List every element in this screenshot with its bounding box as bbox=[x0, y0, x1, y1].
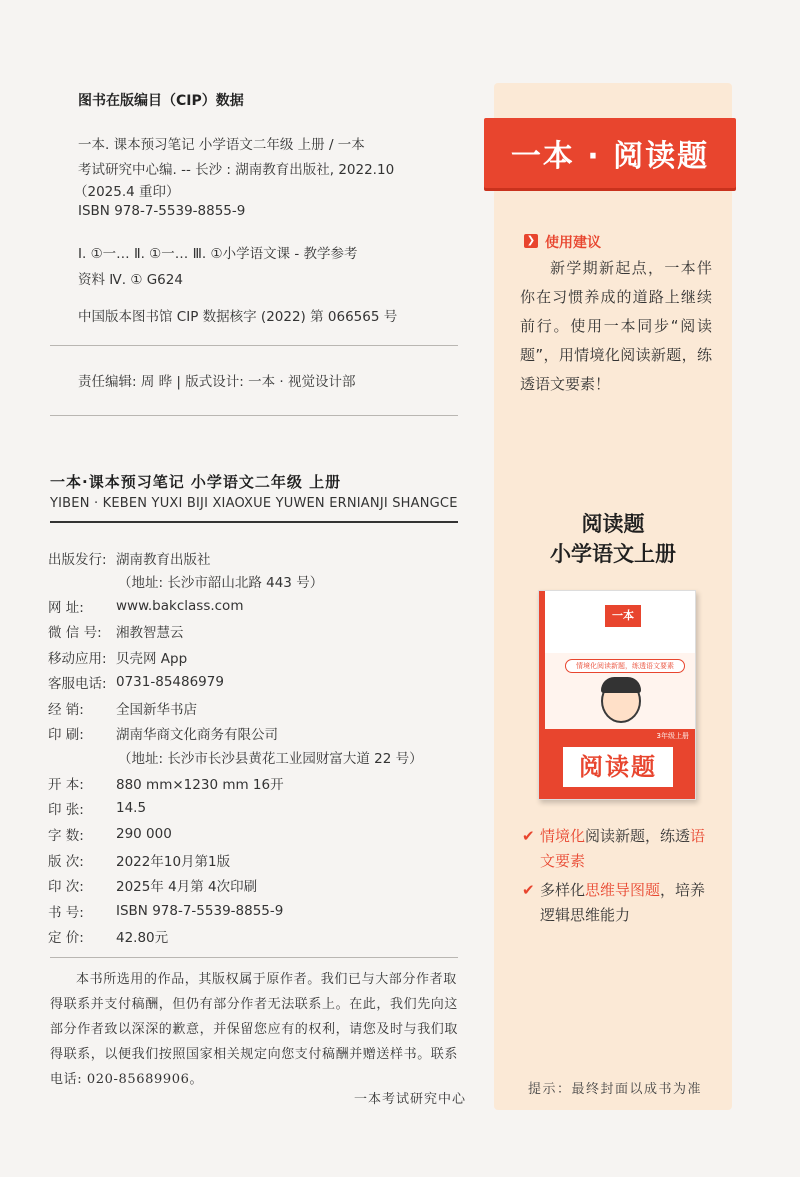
cover-illustration bbox=[545, 653, 695, 731]
info-value: www.bakclass.com bbox=[116, 598, 244, 614]
info-row-printer bbox=[48, 722, 278, 744]
title-divider bbox=[50, 521, 458, 523]
feature-2 bbox=[522, 878, 717, 928]
cover-disclaimer: 提示：最终封面以成书为准 bbox=[528, 1082, 703, 1097]
promo-title: 阅读题 bbox=[581, 512, 645, 536]
cover-grade: 3年级上册 bbox=[656, 732, 689, 740]
cip-classification-2: 资料 Ⅳ. ① G624 bbox=[78, 272, 183, 288]
info-label: 移动应用: bbox=[48, 651, 107, 667]
info-label: 出版发行: bbox=[48, 552, 107, 568]
info-label: 定 价: bbox=[48, 930, 84, 946]
info-row-printing bbox=[48, 874, 257, 896]
cover-bottom bbox=[545, 729, 695, 799]
info-label: 字 数: bbox=[48, 828, 84, 844]
cip-heading: 图书在版编目（CIP）数据 bbox=[78, 93, 244, 109]
promo-banner: 一本 · 阅读题 bbox=[484, 118, 736, 188]
info-value: 湖南华商文化商务有限公司 bbox=[116, 727, 278, 743]
book-title: 一本·课本预习笔记 小学语文二年级 上册 bbox=[50, 473, 342, 491]
cover-name: 阅读题 bbox=[563, 747, 673, 787]
signature: 一本考试研究中心 bbox=[354, 1092, 467, 1107]
cip-record-number: 中国版本图书馆 CIP 数据核字 (2022) 第 066565 号 bbox=[78, 309, 398, 325]
info-value: 880 mm×1230 mm 16开 bbox=[116, 777, 284, 793]
info-label: 经 销: bbox=[48, 702, 84, 718]
info-label: 微 信 号: bbox=[48, 625, 102, 641]
copyright-notice: 本书所选用的作品，其版权属于原作者。我们已与大部分作者取得联系并支付稿酬，但仍有部分作者无法联系上。在此，我们先向这部分作者致以深深的歉意，并保留您应有的权利，请您及时与我们取得联系，以便我们按照国家相关规定向您支付稿酬并赠送样书。联系电话: 020-85689906。 bbox=[50, 972, 459, 1087]
boy-hair-icon bbox=[601, 677, 641, 693]
info-row-edition bbox=[48, 849, 230, 871]
info-row-app bbox=[48, 646, 187, 668]
feature-2-highlight: 思维导图题 bbox=[585, 881, 661, 899]
info-value: 湖南教育出版社 bbox=[116, 552, 211, 568]
printer-address: （地址: 长沙市长沙县黄花工业园财富大道 22 号） bbox=[118, 751, 423, 767]
publisher-address: （地址: 长沙市韶山北路 443 号） bbox=[118, 575, 324, 591]
feature-1-highlight-2: 语文要素 bbox=[540, 827, 706, 870]
cover-logo: 一本 bbox=[605, 605, 641, 627]
info-row-phone bbox=[48, 671, 224, 693]
cover-top bbox=[545, 591, 695, 653]
feature-1 bbox=[522, 824, 717, 874]
info-label: 书 号: bbox=[48, 905, 84, 921]
info-row-wechat bbox=[48, 620, 184, 642]
check-icon: ✔ bbox=[522, 827, 535, 845]
info-row-isbn bbox=[48, 900, 283, 922]
cover-speech-bubble: 情境化阅读新题，练透语文要素 bbox=[565, 659, 685, 673]
info-label: 开 本: bbox=[48, 777, 84, 793]
tips-text: 新学期新起点，一本伴你在习惯养成的道路上继续前行。使用一本同步“阅读题”，用情境化阅读新题，练透语文要素！ bbox=[520, 259, 712, 393]
info-row-publisher bbox=[48, 547, 211, 569]
info-value: 42.80元 bbox=[116, 930, 169, 946]
editors-line: 责任编辑: 周 晔 | 版式设计: 一本 · 视觉设计部 bbox=[78, 374, 356, 390]
book-cover-image bbox=[538, 590, 696, 800]
info-label: 网 址: bbox=[48, 600, 84, 616]
cip-line-1: 一本. 课本预习笔记 小学语文二年级 上册 / 一本 bbox=[78, 137, 365, 153]
cip-line-2: 考试研究中心编. -- 长沙 : 湖南教育出版社, 2022.10 bbox=[78, 162, 395, 178]
info-row-wordcount bbox=[48, 823, 172, 845]
info-label: 版 次: bbox=[48, 854, 84, 870]
check-icon: ✔ bbox=[522, 881, 535, 899]
cip-isbn: ISBN 978-7-5539-8855-9 bbox=[78, 203, 246, 219]
info-value: 2022年10月第1版 bbox=[116, 854, 231, 870]
book-pinyin: YIBEN · KEBEN YUXI BIJI XIAOXUE YUWEN ERNIANJI SHANGCE bbox=[50, 496, 458, 511]
info-label: 印 刷: bbox=[48, 727, 84, 743]
info-value: 0731-85486979 bbox=[116, 674, 224, 690]
feature-2-text: ，培养逻辑思维能力 bbox=[540, 881, 706, 924]
arrow-icon: ❯ bbox=[524, 234, 538, 248]
divider bbox=[50, 957, 458, 958]
cip-classification: Ⅰ. ①一… Ⅱ. ①一… Ⅲ. ①小学语文课 - 教学参考 bbox=[78, 246, 358, 262]
info-value: 14.5 bbox=[116, 800, 147, 816]
feature-1-highlight: 情境化 bbox=[540, 827, 586, 845]
divider bbox=[50, 415, 458, 416]
info-row-website bbox=[48, 595, 243, 617]
info-row-format bbox=[48, 772, 284, 794]
info-label: 印 张: bbox=[48, 802, 84, 818]
info-row-distributor bbox=[48, 697, 197, 719]
info-row-price bbox=[48, 925, 168, 947]
feature-1-text: 阅读新题，练透 bbox=[585, 827, 691, 845]
divider bbox=[50, 345, 458, 346]
info-value: 贝壳网 App bbox=[116, 651, 188, 667]
info-label: 客服电话: bbox=[48, 676, 107, 692]
info-value: 2025年 4月第 4次印刷 bbox=[116, 879, 258, 895]
info-value: 290 000 bbox=[116, 826, 172, 842]
info-value: ISBN 978-7-5539-8855-9 bbox=[116, 903, 284, 919]
promo-subtitle: 小学语文上册 bbox=[550, 542, 676, 566]
info-value: 全国新华书店 bbox=[116, 702, 197, 718]
cip-line-3: （2025.4 重印） bbox=[74, 184, 180, 200]
feature-2-prefix: 多样化 bbox=[540, 881, 586, 899]
info-value: 湘教智慧云 bbox=[116, 625, 184, 641]
info-label: 印 次: bbox=[48, 879, 84, 895]
info-row-sheets bbox=[48, 797, 146, 819]
tips-label: 使用建议 bbox=[545, 235, 601, 251]
